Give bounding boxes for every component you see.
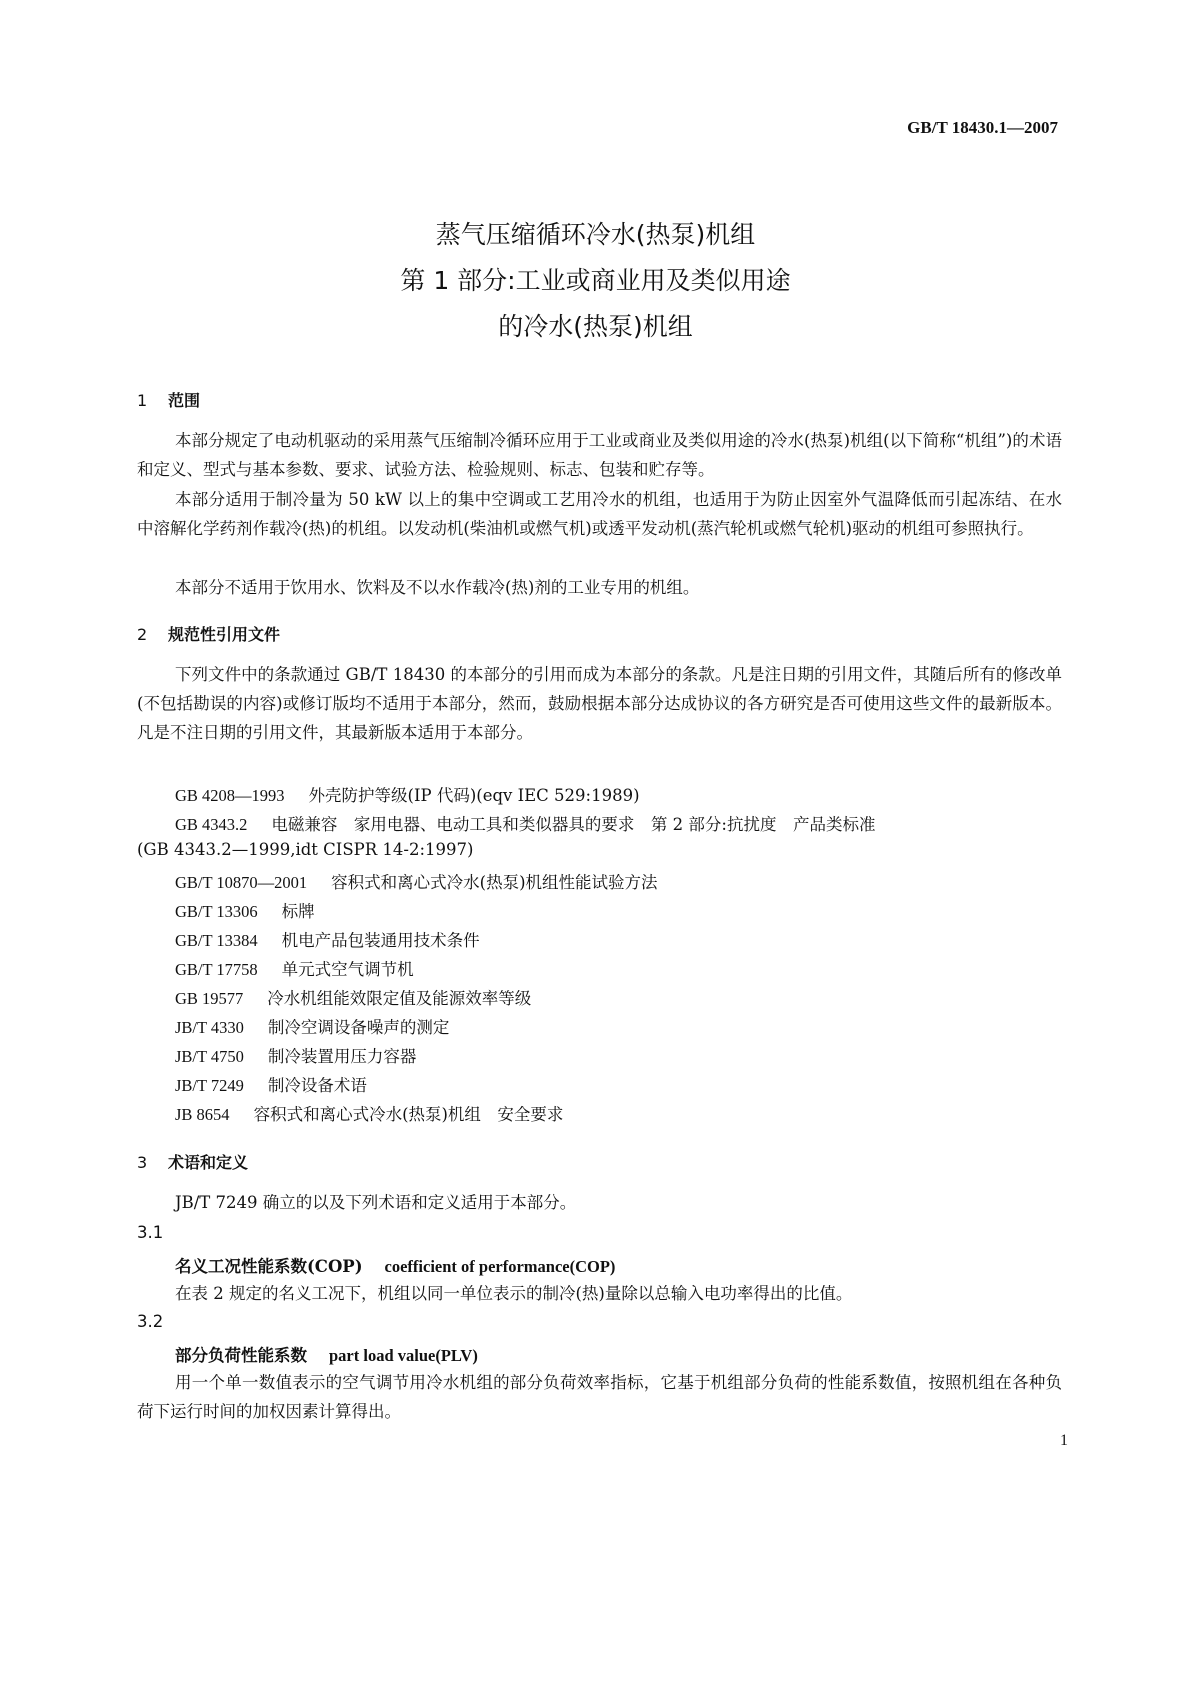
section-number: 2	[137, 625, 148, 644]
reference-title: 电磁兼容 家用电器、电动工具和类似器具的要求 第 2 部分:抗扰度 产品类标准	[271, 815, 876, 834]
reference-code: JB/T 4750	[175, 1047, 244, 1066]
section-number: 3	[137, 1153, 148, 1172]
term-en: coefficient of performance(COP)	[384, 1257, 616, 1276]
standard-code: GB/T 18430.1—2007	[907, 118, 1058, 137]
reference-item	[175, 898, 315, 922]
paragraph: 下列文件中的条款通过 GB/T 18430 的本部分的引用而成为本部分的条款。凡是注日期的引用文件，其随后所有的修改单(不包括勘误的内容)或修订版均不适用于本部分，然而，鼓励根据本部分达成协议的各方研究是否可使用这些文件的最新版本。凡是不注日期的引用文件，其最新版本适用于本部分。	[137, 665, 1062, 742]
paragraph: 本部分不适用于饮用水、饮料及不以水作载冷(热)剂的工业专用的机组。	[175, 578, 700, 597]
section-heading-terms	[137, 1150, 248, 1173]
page-number: 1	[1060, 1432, 1068, 1449]
reference-title: 制冷装置用压力容器	[267, 1047, 417, 1066]
reference-code: GB/T 13384	[175, 931, 258, 950]
reference-item	[175, 985, 531, 1009]
reference-code: GB 4208—1993	[175, 786, 285, 805]
reference-item	[175, 1043, 416, 1067]
reference-item	[175, 1072, 367, 1096]
term-en: part load value(PLV)	[329, 1346, 478, 1365]
reference-code: GB 19577	[175, 989, 244, 1008]
reference-code: JB/T 7249	[175, 1076, 244, 1095]
reference-code: GB/T 13306	[175, 902, 258, 921]
reference-title: 标牌	[281, 902, 315, 921]
term-heading	[175, 1342, 478, 1366]
reference-title: (GB 4343.2—1999,idt CISPR 14-2:1997)	[137, 840, 474, 859]
reference-code: GB/T 10870—2001	[175, 873, 308, 892]
reference-item	[175, 1101, 563, 1125]
reference-item	[175, 927, 480, 951]
term-number: 3.2	[137, 1312, 164, 1331]
paragraph: 本部分规定了电动机驱动的采用蒸气压缩制冷循环应用于工业或商业及类似用途的冷水(热泵)机组(以下简称“机组”)的术语和定义、型式与基本参数、要求、试验方法、检验规则、标志、包装和贮存等。	[137, 431, 1062, 479]
section-number: 1	[137, 391, 148, 410]
reference-title: 容积式和离心式冷水(热泵)机组性能试验方法	[331, 873, 658, 892]
reference-item	[175, 782, 640, 806]
reference-item	[175, 811, 875, 835]
reference-title: 容积式和离心式冷水(热泵)机组 安全要求	[253, 1105, 564, 1124]
term-zh: 部分负荷性能系数	[175, 1346, 307, 1365]
title-line: 的冷水(热泵)机组	[498, 312, 693, 341]
paragraph: JB/T 7249 确立的以及下列术语和定义适用于本部分。	[175, 1193, 577, 1212]
reference-item-continuation	[137, 840, 473, 859]
reference-code: GB 4343.2	[175, 815, 248, 834]
term-definition: 在表 2 规定的名义工况下，机组以同一单位表示的制冷(热)量除以总输入电功率得出的比值。	[175, 1284, 853, 1303]
reference-item	[175, 1014, 449, 1038]
reference-title: 制冷空调设备噪声的测定	[267, 1018, 450, 1037]
reference-item	[175, 956, 414, 980]
reference-item	[175, 869, 658, 893]
title-line: 第 1 部分:工业或商业用及类似用途	[400, 266, 791, 295]
term-heading	[175, 1253, 615, 1277]
section-heading-scope	[137, 388, 200, 411]
title-line: 蒸气压缩循环冷水(热泵)机组	[435, 220, 756, 249]
reference-code: GB/T 17758	[175, 960, 258, 979]
section-heading-normative-references	[137, 622, 280, 645]
term-definition: 用一个单一数值表示的空气调节用冷水机组的部分负荷效率指标，它基于机组部分负荷的性能系数值，按照机组在各种负荷下运行时间的加权因素计算得出。	[137, 1373, 1062, 1421]
reference-code: JB 8654	[175, 1105, 230, 1124]
term-number: 3.1	[137, 1223, 164, 1242]
document-title	[0, 212, 1191, 350]
reference-title: 外壳防护等级(IP 代码)(eqv IEC 529:1989)	[308, 786, 640, 805]
reference-title: 机电产品包装通用技术条件	[281, 931, 480, 950]
reference-code: JB/T 4330	[175, 1018, 244, 1037]
section-title: 术语和定义	[168, 1153, 249, 1172]
paragraph: 本部分适用于制冷量为 50 kW 以上的集中空调或工艺用冷水的机组，也适用于为防止因室外气温降低而引起冻结、在水中溶解化学药剂作载冷(热)的机组。以发动机(柴油机或燃气机)或透平发动机(蒸汽轮机或燃气轮机)驱动的机组可参照执行。	[137, 490, 1062, 538]
reference-title: 制冷设备术语	[267, 1076, 367, 1095]
section-title: 规范性引用文件	[168, 625, 281, 644]
term-zh: 名义工况性能系数(COP)	[175, 1257, 363, 1276]
reference-title: 单元式空气调节机	[281, 960, 414, 979]
section-title: 范围	[168, 391, 201, 410]
reference-title: 冷水机组能效限定值及能源效率等级	[267, 989, 532, 1008]
